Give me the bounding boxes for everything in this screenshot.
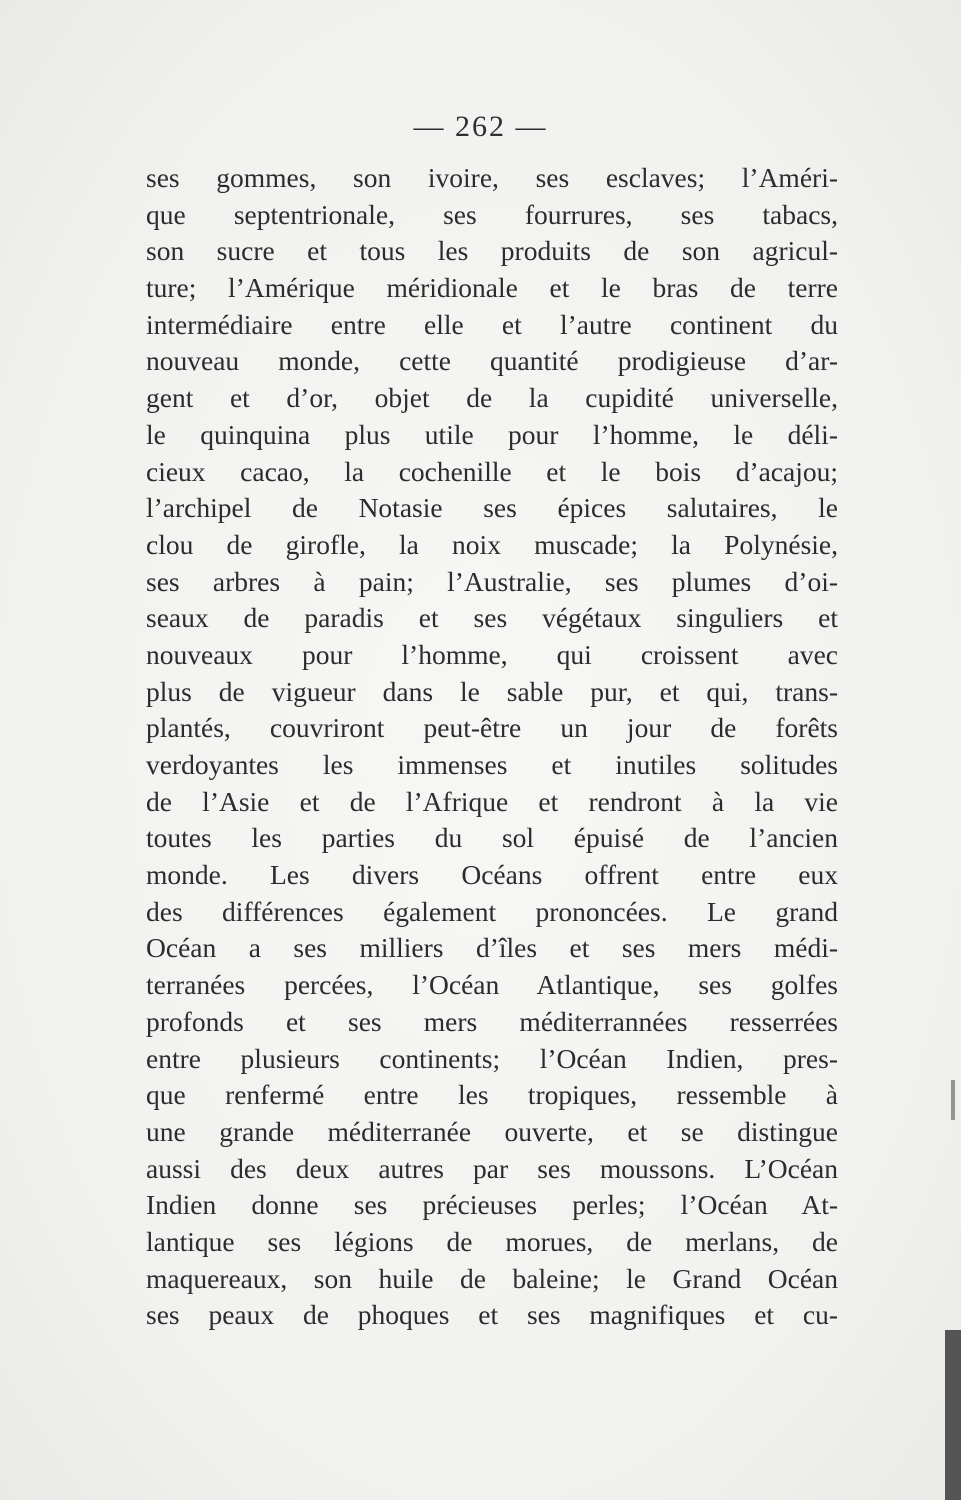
scan-edge-shadow [945, 1330, 961, 1500]
text-line: ses arbres à pain; l’Australie, ses plumes d’oi- [146, 565, 838, 597]
scan-edge-mark [951, 1080, 955, 1120]
text-line: cieux cacao, la cochenille et le bois d’acajou; [146, 455, 838, 487]
text-line: toutes les parties du sol épuisé de l’ancien [146, 822, 838, 854]
text-line: terranées percées, l’Océan Atlantique, ses golfes [146, 969, 838, 1001]
page-number: — 262 — [413, 110, 548, 143]
text-line: une grande méditerranée ouverte, et se distingue [146, 1115, 838, 1147]
text-line: Océan a ses milliers d’îles et ses mers médi- [146, 932, 838, 964]
text-line: des différences également prononcées. Le grand [146, 895, 838, 927]
text-line: que septentrionale, ses fourrures, ses tabacs, [146, 198, 838, 230]
text-line: lantique ses légions de morues, de merlans, de [146, 1225, 838, 1257]
body-text [146, 160, 838, 1334]
text-line: le quinquina plus utile pour l’homme, le déli- [146, 418, 838, 450]
text-line: clou de girofle, la noix muscade; la Polynésie, [146, 528, 838, 560]
text-line: que renfermé entre les tropiques, ressemble à [146, 1079, 838, 1111]
text-line: intermédiaire entre elle et l’autre continent du [146, 308, 838, 340]
text-line: plantés, couvriront peut-être un jour de forêts [146, 712, 838, 744]
text-line: aussi des deux autres par ses moussons. L’Océan [146, 1152, 838, 1184]
text-line: gent et d’or, objet de la cupidité universelle, [146, 382, 838, 414]
text-line: plus de vigueur dans le sable pur, et qui, trans- [146, 675, 838, 707]
text-line: ses gommes, son ivoire, ses esclaves; l’Améri- [146, 162, 838, 193]
text-line: de l’Asie et de l’Afrique et rendront à la vie [146, 785, 838, 817]
text-line: l’archipel de Notasie ses épices salutaires, le [146, 492, 838, 524]
text-line: maquereaux, son huile de baleine; le Grand Océan [146, 1262, 838, 1294]
text-line: entre plusieurs continents; l’Océan Indien, pres- [146, 1042, 838, 1074]
text-line: verdoyantes les immenses et inutiles solitudes [146, 749, 838, 780]
text-line: ses peaux de phoques et ses magnifiques et cu- [146, 1299, 838, 1331]
text-line: son sucre et tous les produits de son agricul- [146, 235, 838, 267]
text-line: ture; l’Amérique méridionale et le bras de terre [146, 272, 838, 304]
text-line: profonds et ses mers méditerrannées resserrées [146, 1005, 838, 1037]
text-line: nouveau monde, cette quantité prodigieuse d’ar- [146, 345, 838, 377]
text-line: seaux de paradis et ses végétaux singuliers et [146, 602, 838, 634]
text-line: nouveaux pour l’homme, qui croissent avec [146, 638, 838, 670]
text-line: monde. Les divers Océans offrent entre eux [146, 859, 838, 891]
text-line: Indien donne ses précieuses perles; l’Océan At- [146, 1189, 838, 1221]
